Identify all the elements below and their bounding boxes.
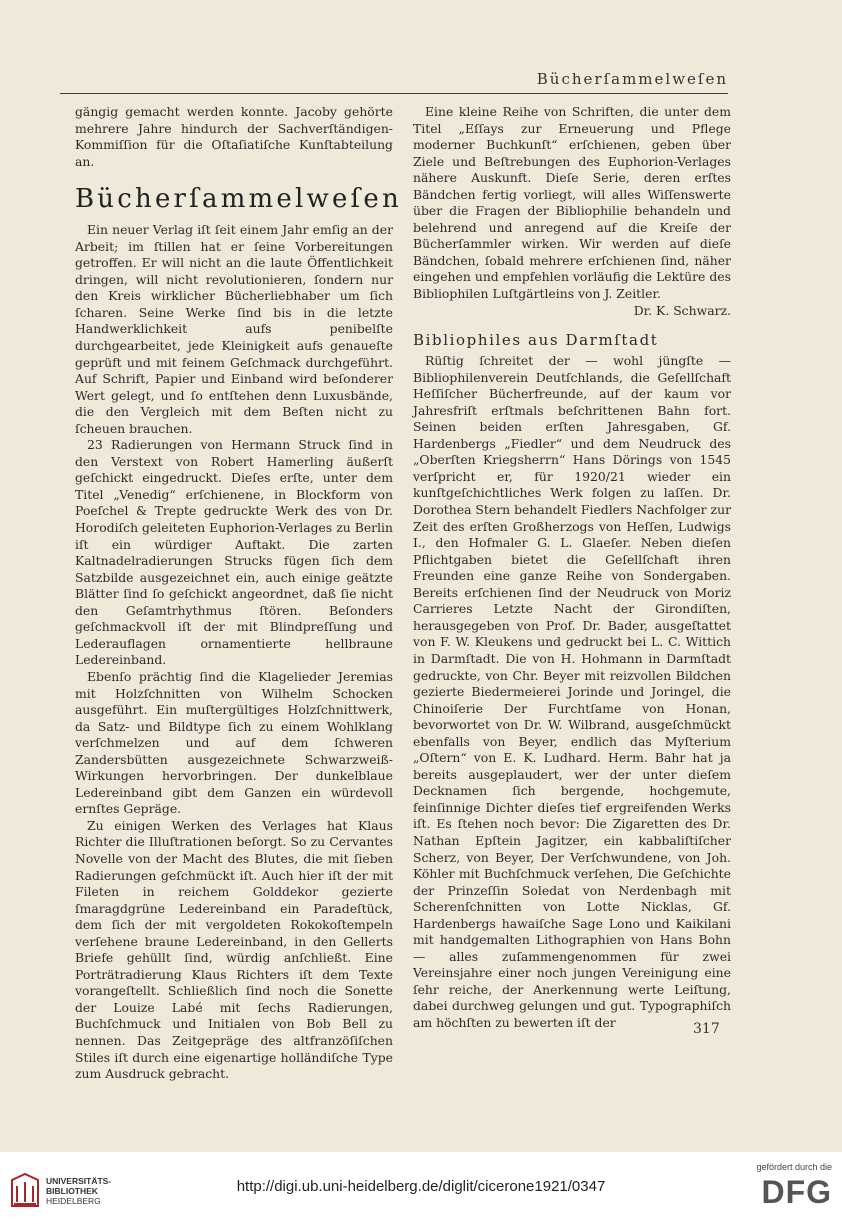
intro-paragraph: gängig gemacht werden konnte. Jacoby gehörte mehrere Jahre hindurch der Sachverſtändigen-Kommiſſion für die Oſtaſiatiſche Kunſtabteilung an. bbox=[75, 104, 393, 169]
paragraph: 23 Radierungen von Hermann Struck ſind in den Verstext von Robert Hamerling äußerſt geſchickt eingedruckt. Dieſes erſte, unter dem Titel „Venedig“ erſchienene, in Blockform von Poeſchel & Trepte gedruckte Werk des von Dr. Horodiſch geleiteten Euphorion-Verlages zu Berlin iſt ein würdiger Auftakt. Die zarten Kaltnadelradierungen Strucks fügen ſich dem Satzbilde ausgezeichnet ein, auch einige geätzte Blätter ſind ſo geſchickt angeordnet, daß ſie nicht den Geſamtrhythmus ſtören. Beſonders geſchmackvoll iſt der mit Blindpreſſung und Lederauflagen ornamentierte hellbraune Ledereinband. bbox=[75, 437, 393, 668]
library-name-line: UNIVERSITÄTS- bbox=[46, 1176, 112, 1186]
dfg-wordmark: DFG bbox=[761, 1174, 832, 1210]
article-title: Bücherſammelweſen bbox=[75, 184, 402, 215]
page-number: 317 bbox=[693, 1021, 720, 1037]
paragraph: Eine kleine Reihe von Schriften, die unter dem Titel „Eſſays zur Erneuerung und Pflege moderner Buchkunſt“ erſchienen, geben über Ziele und Beſtrebungen des Euphorion-Verlages nähere Auskunft. Dieſe Serie, deren erſtes Bändchen fertig vorliegt, will alles Wiſſenswerte über die Fragen der Bibliophilie behandeln und belehrend und anregend auf die Kreiſe der Bücherſammler wirken. Wir werden auf dieſe Bändchen, ſobald mehrere erſchienen ſind, näher eingehen und empfehlen vorläufig die Lektüre des Bibliophilen Luſtgärtleins von J. Zeitler. bbox=[413, 104, 731, 302]
running-head bbox=[60, 68, 728, 94]
library-name-line: HEIDELBERG bbox=[46, 1196, 101, 1206]
library-name-line: BIBLIOTHEK bbox=[46, 1186, 98, 1196]
paragraph: Ebenſo prächtig ſind die Klagelieder Jeremias mit Holzſchnitten von Wilhelm Schocken ausgeführt. Ein muſtergültiges Holzſchnittwerk, da Satz- und Bildtype ſich zu einem Wohlklang verſchmelzen und auf dem ſchweren Zandersbütten ausgezeichnete Schwarzweiß-Wirkungen hervorbringen. Der dunkelblaue Ledereinband gibt dem Ganzen ein würdevoll ernſtes Gepräge. bbox=[75, 668, 393, 817]
author-signature: Dr. K. Schwarz. bbox=[633, 302, 731, 318]
page-url-link[interactable]: http://digi.ub.uni-heidelberg.de/diglit/cicerone1921/0347 bbox=[236, 1178, 606, 1195]
left-column bbox=[75, 104, 402, 1083]
right-column bbox=[413, 104, 731, 1032]
funded-by-text: gefördert durch die bbox=[756, 1162, 832, 1172]
paragraph: Ein neuer Verlag iſt ſeit einem Jahr emſig an der Arbeit; im ſtillen hat er ſeine Vorbereitungen getroffen. Er will nicht an die laute Öffentlichkeit dringen, will nicht revolutionieren, ſondern nur den Kreis wirklicher Bücherliebhaber um ſich ſcharen. Seine Werke ſind bis in die letzte Handwerklichkeit aufs penibelſte durchgearbeitet, jede Kleinigkeit aufs genaueſte geprüft und mit feinem Geſchmack durchgeführt. Auf Schrift, Papier und Einband wird beſonderer Wert gelegt, und ſo entſtehen denn Luxusbände, die den Vergleich mit dem Beſten nicht zu ſcheuen brauchen. bbox=[75, 222, 393, 436]
footer-bar bbox=[0, 1152, 842, 1227]
paragraph: Rüſtig ſchreitet der — wohl jüngſte — Bibliophilenverein Deutſchlands, die Geſellſchaft Heſſiſcher Bücherfreunde, auf der kaum vor Jahresfriſt erſtmals beſchrittenen Bahn fort. Seinen beiden erſten Jahresgaben, Gf. Hardenbergs „Fiedler“ und dem Neudruck des „Oberſten Kriegsherrn“ Hans Dörings von 1545 verſpricht er, für 1920/21 wieder ein kunſtgeſchichtliches Werk folgen zu laſſen. Dr. Dorothea Stern behandelt Fiedlers Nachfolger zur Zeit des erſten Großherzogs von Heſſen, Ludwigs I., den Hofmaler G. L. Glaeſer. Neben dieſen Pflichtgaben bietet die Geſellſchaft ihren Freunden eine ganze Reihe von Sondergaben. Bereits erſchienen ſind der Neudruck von Moriz Carrieres Letzte Nacht der Girondiſten, herausgegeben von Prof. Dr. Bader, ausgeſtattet von F. W. Kleukens und gedruckt bei L. C. Wittich in Darmſtadt. Die von H. Hohmann in Darmſtadt gedruckte, von Chr. Beyer mit reizvollen Bildchen gezierte Biedermeierei Jorinde und Joringel, die Chinoiſerie Der Furchtſame von Honan, bevorwortet von Dr. W. Wilbrand, ausgeſchmückt ebenfalls von Beyer, endlich das Myſterium „Oſtern“ von E. K. Ludhard. Herm. Bahr hat ja bereits ausgeplaudert, wer der unter dieſem Decknamen ſich bergende, hochgemute, feinſinnige Dichter dieſes tief ergreifenden Werks iſt. Es ſtehen noch bevor: Die Zigaretten des Dr. Nathan Epſtein Jagitzer, ein kabbaliſtiſcher Scherz, von Beyer, Der Verſchwundene, von Joh. Köhler mit Buchſchmuck verſehen, Die Geſchichte der Prinzeſſin Soledat von Nerdenbagh mit Scherenſchnitten von Lotte Nicklas, Gf. Hardenbergs hawaiſche Sage Lono und Kaikilani mit handgemalten Lithographien von Hans Bohn — alles zuſammengenommen für zwei Vereinsjahre einer noch jungen Vereinigung eine ſehr reiche, der Anerkennung werte Leiſtung, dabei durchweg gelungen und gut. Typographiſch am höchſten zu bewerten iſt der bbox=[413, 353, 731, 1030]
paragraph: Zu einigen Werken des Verlages hat Klaus Richter die Illuſtrationen beſorgt. So zu Cervantes Novelle von der Macht des Blutes, die mit ſieben Radierungen geſchmückt iſt. Auch hier iſt der mit Fileten in reichem Golddekor gezierte ſmaragdgrüne Ledereinband ein Paradeſtück, dem ſich der mit vergoldeten Rokokoſtempeln verſehene braune Ledereinband, in den Gellerts Briefe gehüllt ſind, würdig anſchließt. Eine Porträtradierung Klaus Richters iſt dem Texte vorangeſtellt. Schließlich ſind noch die Sonette der Louize Labé mit ſechs Radierungen, Buchſchmuck und Initialen von Bob Bell zu nennen. Das Zeitgepräge des altfranzöſiſchen Stiles iſt durch eine eigenartige holländiſche Type zum Ausdruck gebracht. bbox=[75, 817, 393, 1082]
dfg-logo[interactable] bbox=[740, 1162, 832, 1220]
section-title: Bibliophiles aus Darmſtadt bbox=[413, 331, 659, 350]
running-head-title: Bücherſammelweſen bbox=[536, 70, 728, 88]
